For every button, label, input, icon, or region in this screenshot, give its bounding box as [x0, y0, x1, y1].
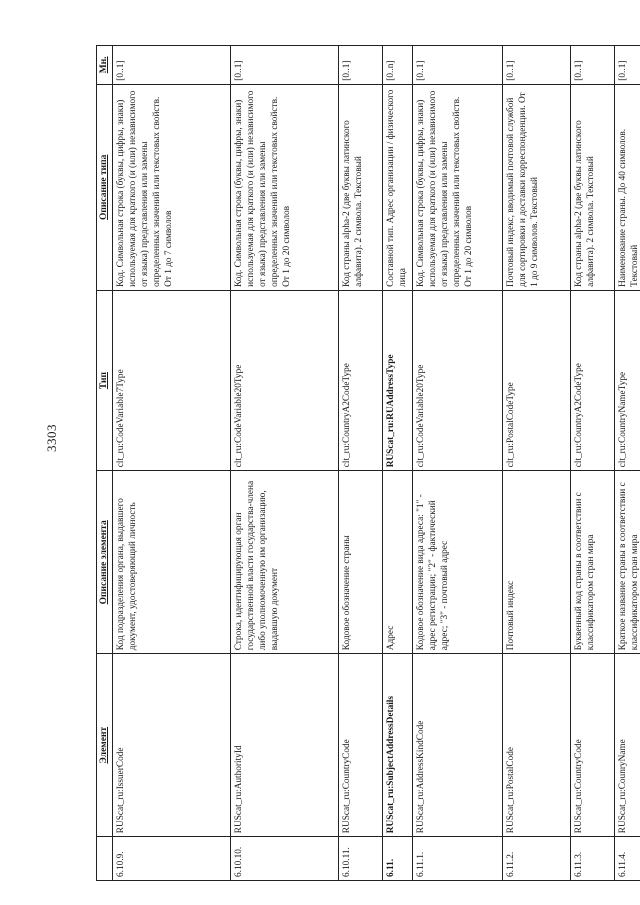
- row-number: 6.11.3.: [571, 837, 615, 881]
- row-number: 6.11.1.: [413, 837, 503, 881]
- element-description: Кодовое обозначение страны: [339, 471, 383, 654]
- element-name: RUScat_ru:CountryCode: [339, 654, 383, 837]
- header-mn: Мн.: [97, 46, 113, 85]
- row-number: 6.11.2.: [503, 837, 571, 881]
- table-row: [231, 46, 339, 881]
- type-name: RUScat_ru:RUAddressType: [383, 290, 413, 470]
- type-description: Почтовый индекс, вводимый почтовой службой для сортировки и доставки корреспонденции. От 1 до 9 символов. Текстовый: [503, 84, 571, 290]
- element-name: RUScat_ru:CountryCode: [571, 654, 615, 837]
- multiplicity: [0..1]: [571, 46, 615, 85]
- multiplicity: [0..1]: [615, 46, 640, 85]
- type-name: clt_ru:CodeVariable7Type: [113, 290, 231, 470]
- rotated-page: [96, 45, 640, 881]
- type-name: clt_ru:CodeVariable20Type: [413, 290, 503, 470]
- type-name: clt_ru:CountryA2CodeType: [571, 290, 615, 470]
- type-description: Код страны alpha-2 (две буквы латинского алфавита). 2 символа. Текстовый: [571, 84, 615, 290]
- element-description: Строка, идентифицирующая орган государственной власти государства-члена либо уполномоченную им организацию, выдавшую документ: [231, 471, 339, 654]
- element-name: RUScat_ru:AuthorityId: [231, 654, 339, 837]
- multiplicity: [0..1]: [413, 46, 503, 85]
- header-num: [97, 837, 113, 881]
- header-element: Элемент: [97, 654, 113, 837]
- element-name: RUScat_ru:SubjectAddressDetails: [383, 654, 413, 837]
- type-name: clt_ru:CountryA2CodeType: [339, 290, 383, 470]
- table-row: [571, 46, 615, 881]
- schema-table: [96, 45, 640, 881]
- element-name: RUScat_ru:AddressKindCode: [413, 654, 503, 837]
- element-description: Кодовое обозначение вида адреса: "1" - адрес регистрации; "2" - фактический адрес; "3" - почтовый адрес: [413, 471, 503, 654]
- row-number: 6.10.9.: [113, 837, 231, 881]
- element-name: RUScat_ru:IssuerCode: [113, 654, 231, 837]
- row-number: 6.11.: [383, 837, 413, 881]
- element-name: RUScat_ru:CounryName: [615, 654, 640, 837]
- multiplicity: [0..1]: [339, 46, 383, 85]
- type-name: clt_ru:PostalCodeType: [503, 290, 571, 470]
- table-row: [413, 46, 503, 881]
- type-name: clt_ru:CodeVariable20Type: [231, 290, 339, 470]
- page-number: 3303: [44, 424, 59, 452]
- element-description: Почтовый индекс: [503, 471, 571, 654]
- multiplicity: [0..1]: [113, 46, 231, 85]
- table-row: [113, 46, 231, 881]
- type-description: Составной тип. Адрес организации / физического лица: [383, 84, 413, 290]
- header-type-desc: Описание типа: [97, 84, 113, 290]
- type-description: Код. Символьная строка (буквы, цифры, знаки) используемая для краткого (и (или) независимого от языка) представления или замены определенных значений или текстовых свойств. От 1 до 7 символов: [113, 84, 231, 290]
- type-description: Наименование страны. До 40 символов. Текстовый: [615, 84, 640, 290]
- element-description: Буквенный код страны в соответствии с классификатором стран мира: [571, 471, 615, 654]
- element-name: RUScat_ru:PostalCode: [503, 654, 571, 837]
- type-description: Код. Символьная строка (буквы, цифры, знаки) используемая для краткого (и (или) независимого от языка) представления или замены определенных значений или текстовых свойств. От 1 до 20 символов: [413, 84, 503, 290]
- element-description: Адрес: [383, 471, 413, 654]
- header-type: Тип: [97, 290, 113, 470]
- table-header-row: [97, 46, 113, 881]
- type-description: Код. Символьная строка (буквы, цифры, знаки) используемая для краткого (и (или) независимого от языка) представления или замены определенных значений или текстовых свойств. От 1 до 20 символов: [231, 84, 339, 290]
- section-row: [383, 46, 413, 881]
- table-row: [503, 46, 571, 881]
- table-row: [615, 46, 640, 881]
- row-number: 6.10.11.: [339, 837, 383, 881]
- multiplicity: [0..n]: [383, 46, 413, 85]
- multiplicity: [0..1]: [503, 46, 571, 85]
- multiplicity: [0..1]: [231, 46, 339, 85]
- type-description: Код страны alpha-2 (две буквы латинского алфавита). 2 символа. Текстовый: [339, 84, 383, 290]
- type-name: clt_ru:CountryNameType: [615, 290, 640, 470]
- row-number: 6.10.10.: [231, 837, 339, 881]
- element-description: Краткое название страны в соответствии с классификатором стран мира: [615, 471, 640, 654]
- header-element-desc: Описание элемента: [97, 471, 113, 654]
- element-description: Код подразделения органа, выдавшего документ, удостоверяющий личность: [113, 471, 231, 654]
- row-number: 6.11.4.: [615, 837, 640, 881]
- table-row: [339, 46, 383, 881]
